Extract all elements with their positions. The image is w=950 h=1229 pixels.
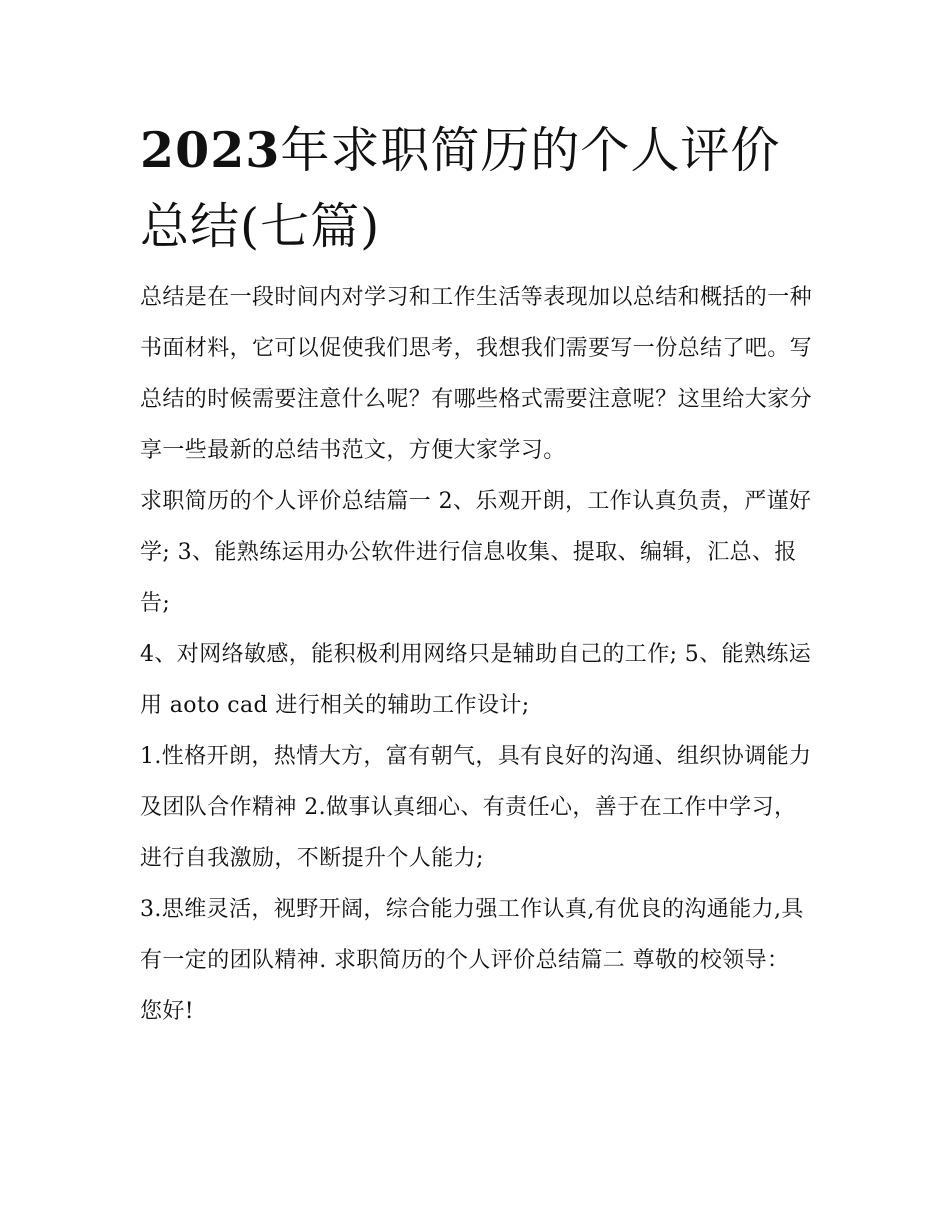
document-title (140, 112, 820, 265)
title-text: 年求职简历的个人评价总结(七篇) (140, 122, 781, 255)
document-body (140, 272, 815, 1037)
paragraph-part4: 3.思维灵活，视野开阔，综合能力强工作认真,有优良的沟通能力,具有一定的团队精神. 求职简历的个人评价总结篇二 尊敬的校领导： 您好! (140, 897, 804, 1024)
paragraph-part3: 1.性格开朗，热情大方，富有朝气，具有良好的沟通、组织协调能力及团队合作精神 2.做事认真细心、有责任心，善于在工作中学习，进行自我激励，不断提升个人能力; (140, 744, 812, 871)
paragraph-part1: 求职简历的个人评价总结篇一 2、乐观开朗，工作认真负责，严谨好学; 3、能熟练运用办公软件进行信息收集、提取、编辑，汇总、报告; (140, 489, 812, 616)
paragraph-part2: 4、对网络敏感，能积极利用网络只是辅助自己的工作; 5、能熟练运用 aoto cad 进行相关的辅助工作设计; (140, 642, 812, 718)
paragraph-intro: 总结是在一段时间内对学习和工作生活等表现加以总结和概括的一种书面材料，它可以促使我们思考，我想我们需要写一份总结了吧。写总结的时候需要注意什么呢？有哪些格式需要注意呢？这里给大家分享一些最新的总结书范文，方便大家学习。 (140, 285, 813, 463)
title-year: 2023 (140, 121, 281, 179)
